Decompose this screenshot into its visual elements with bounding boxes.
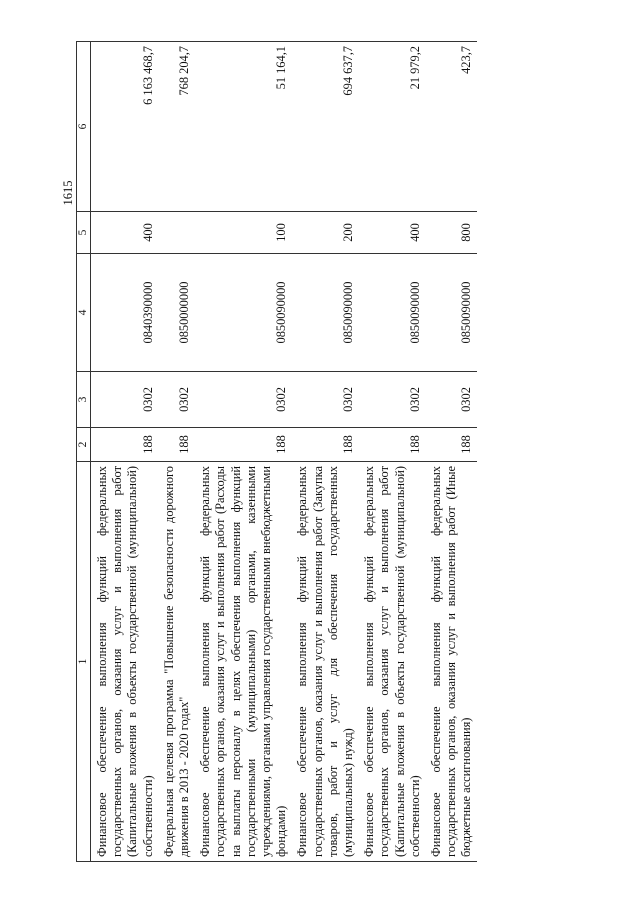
column-header-5: 5 (77, 212, 91, 254)
budget-table (76, 41, 477, 862)
row-amount: 694 637,7 (291, 42, 358, 212)
row-amount: 51 164,1 (194, 42, 291, 212)
row-target-article: 0850090000 (194, 254, 291, 372)
row-target-article: 0840390000 (91, 254, 158, 372)
column-header-6: 6 (77, 42, 91, 212)
row-section-code: 0302 (91, 372, 158, 428)
row-ministry-code: 188 (194, 428, 291, 462)
row-target-article: 0850090000 (291, 254, 358, 372)
table-header-row (77, 42, 91, 862)
row-amount: 21 979,2 (358, 42, 425, 212)
row-ministry-code: 188 (358, 428, 425, 462)
row-amount: 423,7 (425, 42, 477, 212)
row-expense-type: 100 (194, 212, 291, 254)
row-ministry-code: 188 (158, 428, 194, 462)
row-expense-type: 200 (291, 212, 358, 254)
row-name: Финансовое обеспечение выполнения функций федеральных государственных органов, оказания услуг и выполнения работ (Закупка товаров, работ и услуг для обеспечения государственных (муниципальных) нужд) (291, 462, 358, 862)
row-ministry-code: 188 (291, 428, 358, 462)
row-expense-type: 400 (358, 212, 425, 254)
row-section-code: 0302 (158, 372, 194, 428)
row-name: Финансовое обеспечение выполнения функций федеральных государственных органов, оказания услуг и выполнения работ (Расходы на выплаты персоналу в целях обеспечения выполнения функций государственными (муниципальными) органами, казенными учреждениями, органами управления государственными внебюджетными фондами) (194, 462, 291, 862)
column-header-1: 1 (77, 462, 91, 862)
table-row (91, 42, 158, 862)
table-row (358, 42, 425, 862)
row-name: Финансовое обеспечение выполнения функций федеральных государственных органов, оказания услуг и выполнения работ (Капитальные вложения в объекты государственной (муниципальной) собственности) (358, 462, 425, 862)
column-header-2: 2 (77, 428, 91, 462)
row-amount: 6 163 468,7 (91, 42, 158, 212)
row-section-code: 0302 (358, 372, 425, 428)
column-header-3: 3 (77, 372, 91, 428)
table-row (158, 42, 194, 862)
table-row (194, 42, 291, 862)
table-row (425, 42, 477, 862)
row-target-article: 0850090000 (425, 254, 477, 372)
row-name: Финансовое обеспечение выполнения функций федеральных государственных органов, оказания услуг и выполнения работ (Капитальные вложения в объекты государственной (муниципальной) собственности) (91, 462, 158, 862)
row-ministry-code: 188 (425, 428, 477, 462)
row-expense-type: 800 (425, 212, 477, 254)
page-number: 1615 (61, 180, 75, 206)
row-ministry-code: 188 (91, 428, 158, 462)
row-target-article: 0850000000 (158, 254, 194, 372)
row-amount: 768 204,7 (158, 42, 194, 212)
column-header-4: 4 (77, 254, 91, 372)
table-row (291, 42, 358, 862)
row-section-code: 0302 (291, 372, 358, 428)
row-section-code: 0302 (425, 372, 477, 428)
row-expense-type: 400 (91, 212, 158, 254)
row-name: Финансовое обеспечение выполнения функций федеральных государственных органов, оказания услуг и выполнения работ (Иные бюджетные ассигнования) (425, 462, 477, 862)
budget-table-sheet (76, 42, 536, 862)
row-expense-type (158, 212, 194, 254)
row-target-article: 0850090000 (358, 254, 425, 372)
row-name: Федеральная целевая программа "Повышение безопасности дорожного движения в 2013 - 2020 годах" (158, 462, 194, 862)
row-section-code: 0302 (194, 372, 291, 428)
